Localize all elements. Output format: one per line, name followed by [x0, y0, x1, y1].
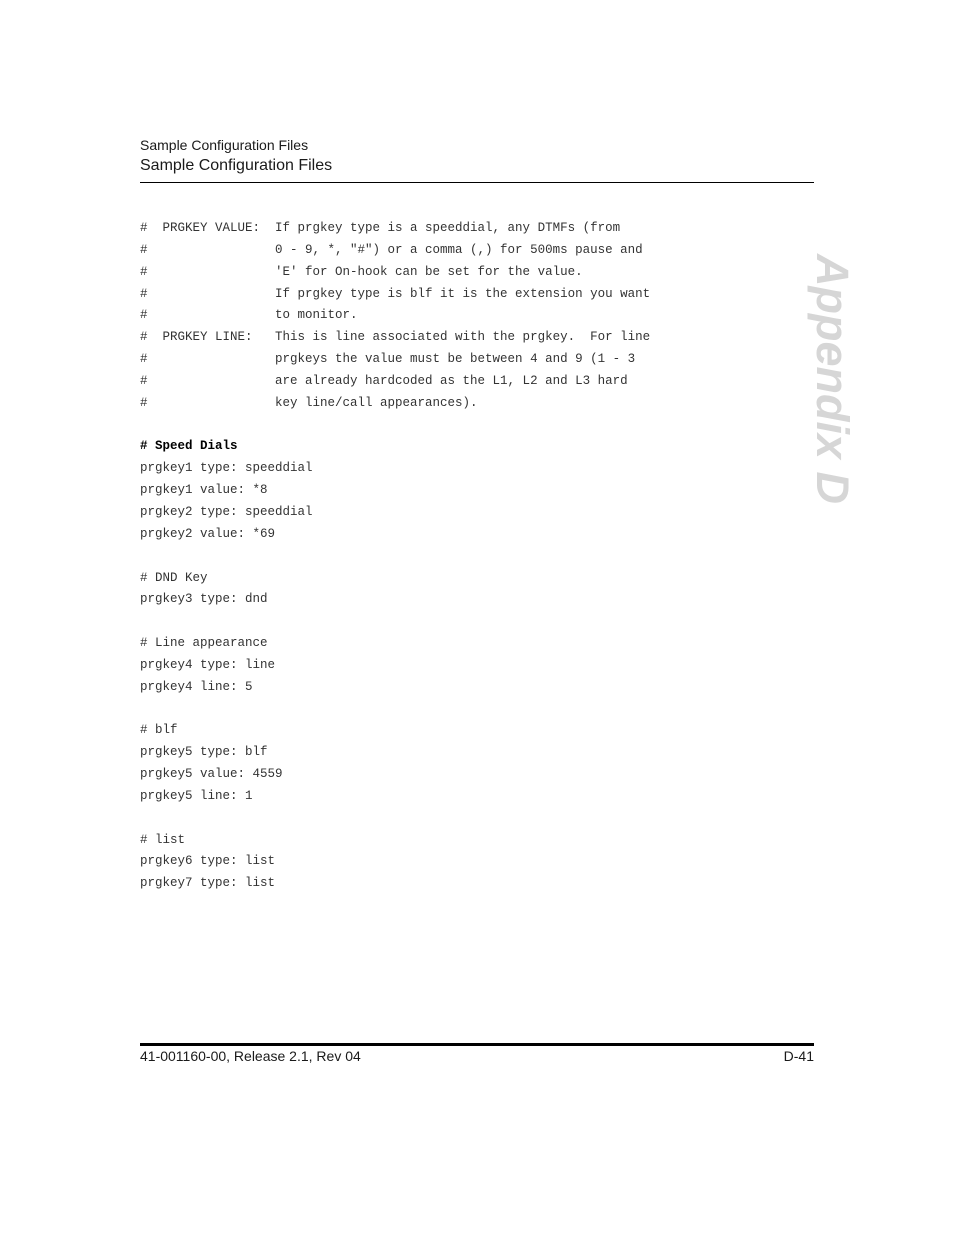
code-line: # list	[140, 832, 186, 847]
appendix-side-tab	[802, 254, 862, 505]
footer-divider	[140, 1043, 814, 1046]
appendix-side-tab-label: Appendix D	[807, 254, 858, 505]
code-line: # DND Key	[140, 570, 208, 585]
code-line: # prgkeys the value must be between 4 and 9 (1 - 3	[140, 352, 636, 367]
code-line: prgkey1 type: speeddial	[140, 461, 313, 476]
code-blank-line	[140, 546, 650, 568]
code-line: # Speed Dials	[140, 439, 238, 454]
code-line: # If prgkey type is blf it is the extension you want	[140, 286, 651, 301]
code-line: prgkey2 value: *69	[140, 526, 276, 541]
code-line: # Line appearance	[140, 636, 268, 651]
code-line: prgkey5 value: 4559	[140, 767, 283, 782]
code-line: # PRGKEY VALUE: If prgkey type is a speeddial, any DTMFs (from	[140, 221, 621, 235]
code-line: # to monitor.	[140, 308, 358, 323]
code-line: # key line/call appearances).	[140, 395, 478, 410]
code-line: prgkey4 line: 5	[140, 679, 253, 694]
code-blank-line	[140, 699, 650, 721]
code-line: # 'E' for On-hook can be set for the value.	[140, 264, 583, 279]
code-line: prgkey2 type: speeddial	[140, 504, 313, 519]
code-line: prgkey3 type: dnd	[140, 592, 268, 607]
footer-page-number: D-41	[783, 1048, 814, 1064]
running-header-section: Sample Configuration Files	[140, 137, 309, 153]
code-line: # blf	[140, 723, 178, 738]
code-line: prgkey5 line: 1	[140, 788, 253, 803]
page-title: Sample Configuration Files	[140, 157, 333, 174]
footer-doc-id: 41-001160-00, Release 2.1, Rev 04	[140, 1048, 361, 1064]
code-line: prgkey6 type: list	[140, 854, 276, 869]
config-code-block	[140, 218, 650, 895]
code-line: prgkey7 type: list	[140, 876, 276, 891]
code-line: # 0 - 9, *, "#") or a comma (,) for 500ms pause and	[140, 242, 643, 257]
code-blank-line	[140, 808, 650, 830]
code-blank-line	[140, 415, 650, 437]
code-line: # are already hardcoded as the L1, L2 and L3 hard	[140, 373, 628, 388]
code-line: prgkey1 value: *8	[140, 483, 268, 498]
code-line: prgkey4 type: line	[140, 657, 276, 672]
code-line: # PRGKEY LINE: This is line associated with the prgkey. For line	[140, 330, 651, 345]
header-divider	[140, 182, 814, 183]
code-blank-line	[140, 611, 650, 633]
code-line: prgkey5 type: blf	[140, 745, 268, 760]
